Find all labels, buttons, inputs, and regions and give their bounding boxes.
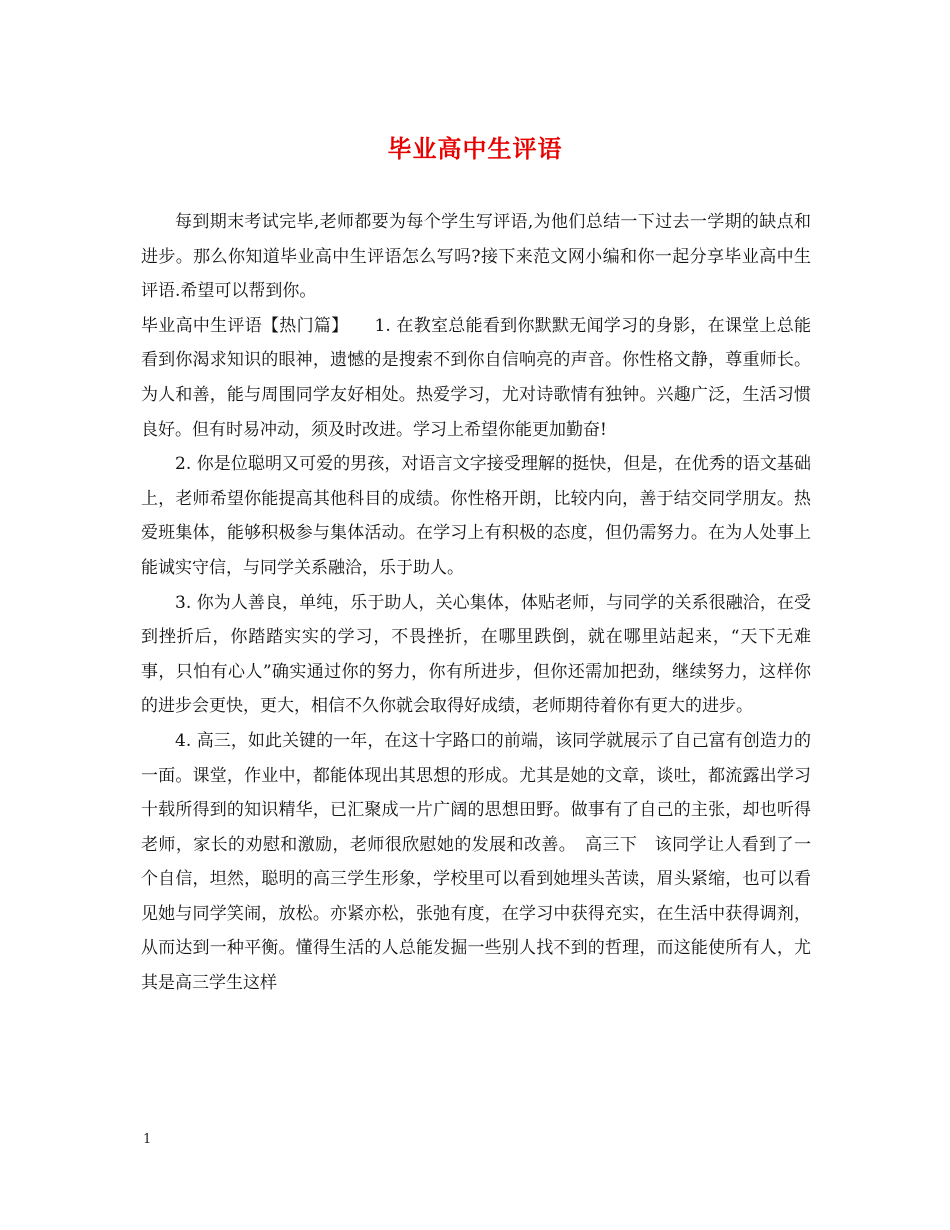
comment-paragraph-2: 2. 你是位聪明又可爱的男孩，对语言文字接受理解的挺快，但是，在优秀的语文基础上，老师希望你能提高其他科目的成绩。你性格开朗，比较内向，善于结交同学朋友。热爱班集体，能够积极参与集体活动。在学习上有积极的态度，但仍需努力。在为人处事上能诚实守信，与同学关系融洽，乐于助人。 (141, 454, 811, 578)
page-title: 毕业高中生评语 (387, 134, 563, 163)
intro-paragraph: 每到期末考试完毕,老师都要为每个学生写评语,为他们总结一下过去一学期的缺点和进步。那么你知道毕业高中生评语怎么写吗?接下来范文网小编和你一起分享毕业高中生评语.希望可以帮到你。 (141, 212, 811, 302)
comment-paragraph-4: 4. 高三，如此关键的一年，在这十字路口的前端，该同学就展示了自己富有创造力的一面。课堂，作业中，都能体现出其思想的形成。尤其是她的文章，谈吐，都流露出学习十载所得到的知识精华，已汇聚成一片广阔的思想田野。做事有了自己的主张，却也听得老师，家长的劝慰和激励，老师很欣慰她的发展和改善。 高三下 该同学让人看到了一个自信，坦然，聪明的高三学生形象，学校里可以看到她埋头苦读，眉头紧缩，也可以看见她与同学笑闹，放松。亦紧亦松，张弛有度，在学习中获得充实，在生活中获得调剂，从而达到一种平衡。懂得生活的人总能发掘一些别人找不到的哲理，而这能使所有人，尤其是高三学生这样 (141, 730, 811, 994)
document-body (141, 205, 811, 1001)
comment-paragraph-3: 3. 你为人善良，单纯，乐于助人，关心集体，体贴老师，与同学的关系很融洽，在受到挫折后，你踏踏实实的学习，不畏挫折，在哪里跌倒，就在哪里站起来，“天下无难事，只怕有心人”确实通过你的努力，你有所进步，但你还需加把劲，继续努力，这样你的进步会更快，更大，相信不久你就会取得好成绩，老师期待着你有更大的进步。 (141, 592, 811, 717)
comment-paragraph-1: 毕业高中生评语【热门篇】 1. 在教室总能看到你默默无闻学习的身影，在课堂上总能看到你渴求知识的眼神，遗憾的是搜索不到你自信响亮的声音。你性格文静，尊重师长。为人和善，能与周围同学友好相处。热爱学习，尤对诗歌情有独钟。兴趣广泛，生活习惯良好。但有时易冲动，须及时改进。学习上希望你能更加勤奋! (141, 315, 811, 440)
page-number: 1 (143, 1132, 152, 1147)
